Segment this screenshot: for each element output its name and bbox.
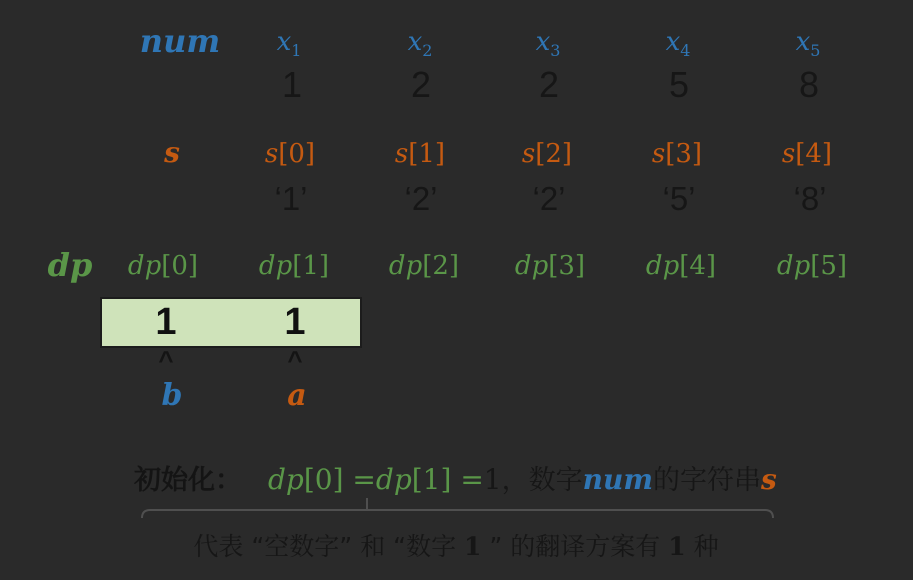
caret-a-icon: ^ xyxy=(287,345,303,375)
x1-sub: 1 xyxy=(291,41,302,61)
x4-sub: 4 xyxy=(680,41,691,61)
brace-icon xyxy=(140,496,775,520)
init-mid1: ，数字 xyxy=(501,465,583,496)
init-idx1: [0] = xyxy=(303,463,376,496)
dp-header-5 xyxy=(777,250,847,281)
dp0-var: dp xyxy=(127,251,162,281)
init-mid2: 的字符串 xyxy=(652,465,761,496)
s-header-0 xyxy=(265,138,315,169)
s4-var: s xyxy=(781,139,796,169)
dp-cell-1: 1 xyxy=(284,301,306,343)
x4-var: x xyxy=(665,27,681,57)
num-header-x5 xyxy=(795,26,821,61)
caret-b-icon: ^ xyxy=(158,345,174,375)
pointer-label-b: b xyxy=(161,378,183,413)
dp4-index: [4] xyxy=(679,251,717,281)
annotation-part1: 代表 “空数字” 和 “数字 xyxy=(193,532,465,561)
s0-var: s xyxy=(264,139,279,169)
dp-cell-0: 1 xyxy=(155,301,177,343)
init-dp1: dp xyxy=(268,463,304,496)
pointer-label-a: a xyxy=(287,378,307,413)
x2-sub: 2 xyxy=(422,41,433,61)
init-num-token: num xyxy=(582,463,653,496)
num-header-x2 xyxy=(407,26,433,61)
s1-index: [1] xyxy=(408,139,446,169)
s3-var: s xyxy=(651,139,666,169)
s-header-2 xyxy=(522,138,572,169)
x5-var: x xyxy=(795,27,811,57)
init-prefix: 初始化： xyxy=(134,465,242,496)
s-value-2: ‘2’ xyxy=(532,180,566,217)
annotation-caption xyxy=(193,527,718,563)
num-value-4: 8 xyxy=(798,64,820,105)
num-row-label: num xyxy=(139,22,221,60)
dp3-index: [3] xyxy=(548,251,586,281)
x1-var: x xyxy=(276,27,292,57)
num-header-x3 xyxy=(535,26,561,61)
num-header-x1 xyxy=(276,26,302,61)
dp-highlight-box xyxy=(100,297,362,348)
annotation-one2: 1 xyxy=(668,532,686,561)
init-s-token: s xyxy=(760,463,777,496)
s4-index: [4] xyxy=(795,139,833,169)
init-idx2: [1] = xyxy=(411,463,484,496)
dp0-index: [0] xyxy=(161,251,199,281)
dp-header-1 xyxy=(259,250,329,281)
s-value-4: ‘8’ xyxy=(793,180,827,217)
s1-var: s xyxy=(394,139,409,169)
dp5-index: [5] xyxy=(810,251,848,281)
s-value-3: ‘5’ xyxy=(662,180,696,217)
annotation-part3: 种 xyxy=(685,532,719,561)
init-caption xyxy=(134,458,777,497)
s3-index: [3] xyxy=(665,139,703,169)
dp-header-2 xyxy=(389,250,459,281)
dp5-var: dp xyxy=(776,251,811,281)
num-value-1: 2 xyxy=(410,64,432,105)
s0-index: [0] xyxy=(278,139,316,169)
s-header-3 xyxy=(652,138,702,169)
s2-var: s xyxy=(521,139,536,169)
x3-sub: 3 xyxy=(550,41,561,61)
dp-header-0 xyxy=(128,250,198,281)
s-row-label: s xyxy=(164,136,180,169)
num-header-x4 xyxy=(665,26,691,61)
annotation-one1: 1 xyxy=(464,532,482,561)
dp-header-3 xyxy=(515,250,585,281)
init-one: 1 xyxy=(483,463,502,496)
dp2-var: dp xyxy=(388,251,423,281)
x2-var: x xyxy=(407,27,423,57)
s-value-0: ‘1’ xyxy=(274,180,308,217)
x3-var: x xyxy=(535,27,551,57)
s-value-1: ‘2’ xyxy=(404,180,438,217)
dp-row-label: dp xyxy=(47,246,93,284)
s-header-1 xyxy=(395,138,445,169)
num-value-2: 2 xyxy=(538,64,560,105)
dp-header-4 xyxy=(646,250,716,281)
annotation-part2: ” 的翻译方案有 xyxy=(481,532,669,561)
dp1-index: [1] xyxy=(292,251,330,281)
s-header-4 xyxy=(782,138,832,169)
dp3-var: dp xyxy=(514,251,549,281)
x5-sub: 5 xyxy=(810,41,821,61)
s2-index: [2] xyxy=(535,139,573,169)
dp2-index: [2] xyxy=(422,251,460,281)
num-value-0: 1 xyxy=(281,64,303,105)
dp1-var: dp xyxy=(258,251,293,281)
num-value-3: 5 xyxy=(668,64,690,105)
dp4-var: dp xyxy=(645,251,680,281)
init-dp2: dp xyxy=(375,463,412,496)
